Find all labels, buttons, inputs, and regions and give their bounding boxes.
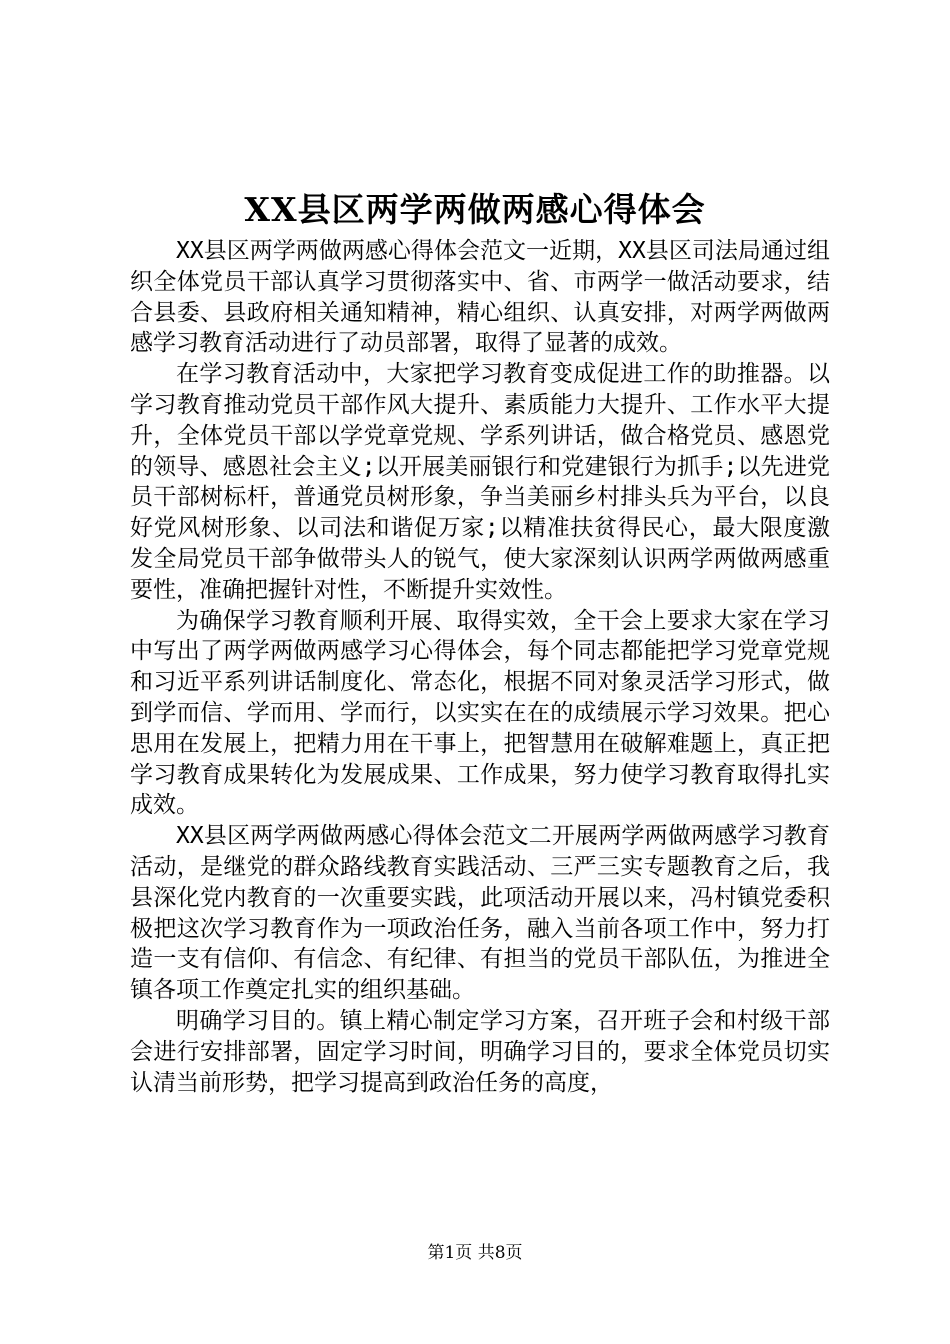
body-paragraph-5: 明确学习目的。镇上精心制定学习方案，召开班子会和村级干部会进行安排部署，固定学习时间，明确学习目的，要求全体党员切实认清当前形势，把学习提高到政治任务的高度， bbox=[130, 1007, 830, 1096]
body-paragraph-1: XX县区两学两做两感心得体会范文一近期，XX县区司法局通过组织全体党员干部认真学习贯彻落实中、省、市两学一做活动要求，结合县委、县政府相关通知精神，精心组织、认真安排，对两学两做两感学习教育活动进行了动员部署，取得了显著的成效。 bbox=[130, 238, 830, 357]
document-body bbox=[130, 236, 830, 1098]
body-paragraph-3: 为确保学习教育顺利开展、取得实效，全干会上要求大家在学习中写出了两学两做两感学习心得体会，每个同志都能把学习党章党规和习近平系列讲话制度化、常态化，根据不同对象灵活学习形式，做到学而信、学而用、学而行，以实实在在的成绩展示学习效果。把心思用在发展上，把精力用在干事上，把智慧用在破解难题上，真正把学习教育成果转化为发展成果、工作成果，努力使学习教育取得扎实成效。 bbox=[130, 607, 830, 819]
body-paragraph-2: 在学习教育活动中，大家把学习教育变成促进工作的助推器。以学习教育推动党员干部作风大提升、素质能力大提升、工作水平大提升，全体党员干部以学党章党规、学系列讲话，做合格党员、感恩党的领导、感恩社会主义;以开展美丽银行和党建银行为抓手;以先进党员干部树标杆，普通党员树形象，争当美丽乡村排头兵为平台，以良好党风树形象、以司法和谐促万家;以精准扶贫得民心，最大限度激发全局党员干部争做带头人的锐气，使大家深刻认识两学两做两感重要性，准确把握针对性，不断提升实效性。 bbox=[130, 361, 830, 603]
body-paragraph-4: XX县区两学两做两感心得体会范文二开展两学两做两感学习教育活动，是继党的群众路线教育实践活动、三严三实专题教育之后，我县深化党内教育的一次重要实践，此项活动开展以来，冯村镇党委积极把这次学习教育作为一项政治任务，融入当前各项工作中，努力打造一支有信仰、有信念、有纪律、有担当的党员干部队伍，为推进全镇各项工作奠定扎实的组织基础。 bbox=[130, 823, 830, 1004]
document-title: XX县区两学两做两感心得体会 bbox=[244, 190, 706, 229]
page-number-indicator: 第1页 共8页 bbox=[427, 1243, 523, 1263]
